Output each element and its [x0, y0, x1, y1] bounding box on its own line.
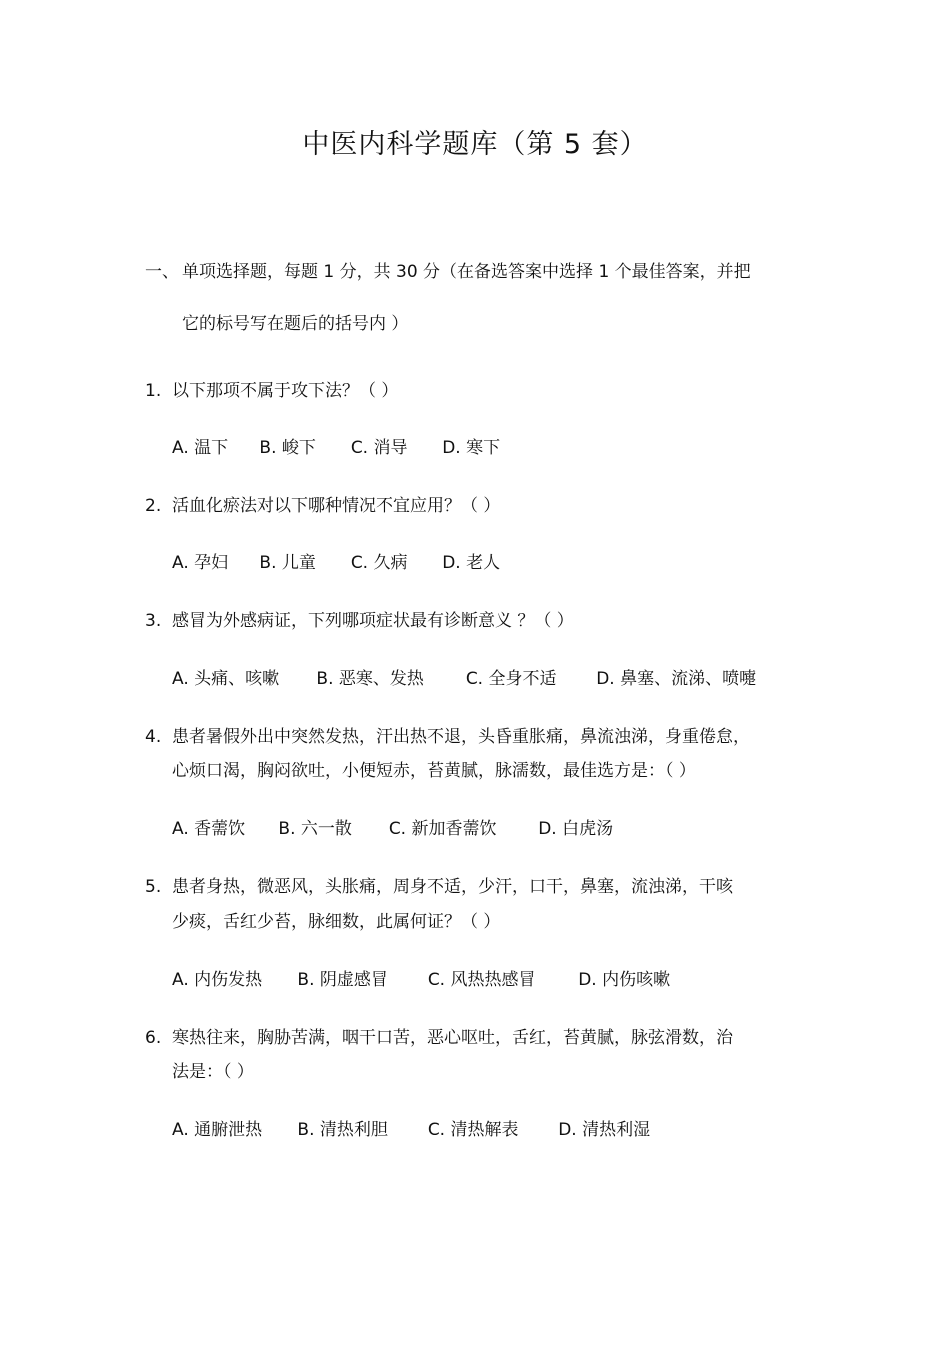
option-b: B. 清热利胆	[297, 1120, 388, 1140]
option-a: A. 香薷饮	[172, 819, 246, 839]
question-stem-6-line-1: 寒热往来，胸胁苦满，咽干口苦，恶心呕吐，舌红，苔黄腻，脉弦滑数，治	[172, 1028, 733, 1048]
document-title: 中医内科学题库（第 5 套）	[302, 129, 648, 160]
option-b: B. 恶寒、发热	[316, 669, 424, 689]
option-c: C. 清热解表	[427, 1120, 519, 1140]
section-prefix: 一、	[145, 262, 179, 282]
question-stem-5-line-1: 患者身热，微恶风，头胀痛，周身不适，少汗，口干，鼻塞，流浊涕，干咳	[172, 877, 733, 897]
option-c: C. 全身不适	[465, 669, 557, 689]
option-b: B. 儿童	[259, 553, 316, 573]
question-options-4	[172, 817, 613, 841]
question-stem-6-line-2: 法是：（ ）	[172, 1062, 254, 1082]
question-stem-4-line-1: 患者暑假外出中突然发热，汗出热不退，头昏重胀痛，鼻流浊涕，身重倦怠，	[172, 727, 750, 747]
option-a: A. 通腑泄热	[172, 1120, 263, 1140]
question-stem-4-line-2: 心烦口渴，胸闷欲吐，小便短赤，苔黄腻，脉濡数，最佳选方是：（ ）	[172, 761, 696, 781]
question-options-5	[172, 968, 670, 992]
option-d: D. 老人	[442, 553, 501, 573]
option-d: D. 内伤咳嗽	[578, 970, 671, 990]
question-number-3: 3.	[145, 611, 162, 631]
question-stem-1: 以下那项不属于攻下法？（ ）	[172, 381, 399, 401]
question-number-4: 4.	[145, 727, 162, 747]
option-b: B. 阴虚感冒	[297, 970, 388, 990]
option-a: A. 温下	[172, 438, 229, 458]
option-b: B. 峻下	[259, 438, 316, 458]
question-number-5: 5.	[145, 877, 162, 897]
option-a: A. 孕妇	[172, 553, 229, 573]
question-options-3	[172, 667, 756, 691]
question-stem-3: 感冒为外感病证，下列哪项症状最有诊断意义 ？（ ）	[172, 611, 574, 631]
option-c: C. 消导	[350, 438, 408, 458]
option-d: D. 清热利湿	[558, 1120, 651, 1140]
question-options-2	[172, 551, 500, 575]
question-number-1: 1.	[145, 381, 162, 401]
question-options-6	[172, 1118, 650, 1142]
question-stem-2: 活血化瘀法对以下哪种情况不宜应用？（ ）	[172, 496, 501, 516]
option-c: C. 久病	[350, 553, 408, 573]
option-a: A. 头痛、咳嗽	[172, 669, 280, 689]
question-number-2: 2.	[145, 496, 162, 516]
option-c: C. 风热热感冒	[427, 970, 536, 990]
option-d: D. 鼻塞、流涕、喷嚏	[596, 669, 757, 689]
option-d: D. 白虎汤	[538, 819, 614, 839]
option-c: C. 新加香薷饮	[388, 819, 497, 839]
option-b: B. 六一散	[278, 819, 352, 839]
section-instruction-line-2: 它的标号写在题后的括号内 ）	[182, 314, 409, 334]
question-stem-5-line-2: 少痰，舌红少苔，脉细数，此属何证？（ ）	[172, 912, 501, 932]
option-a: A. 内伤发热	[172, 970, 263, 990]
section-instruction-line-1: 单项选择题，每题 1 分，共 30 分（在备选答案中选择 1 个最佳答案，并把	[182, 262, 751, 282]
question-number-6: 6.	[145, 1028, 162, 1048]
question-options-1	[172, 436, 500, 460]
option-d: D. 寒下	[442, 438, 501, 458]
